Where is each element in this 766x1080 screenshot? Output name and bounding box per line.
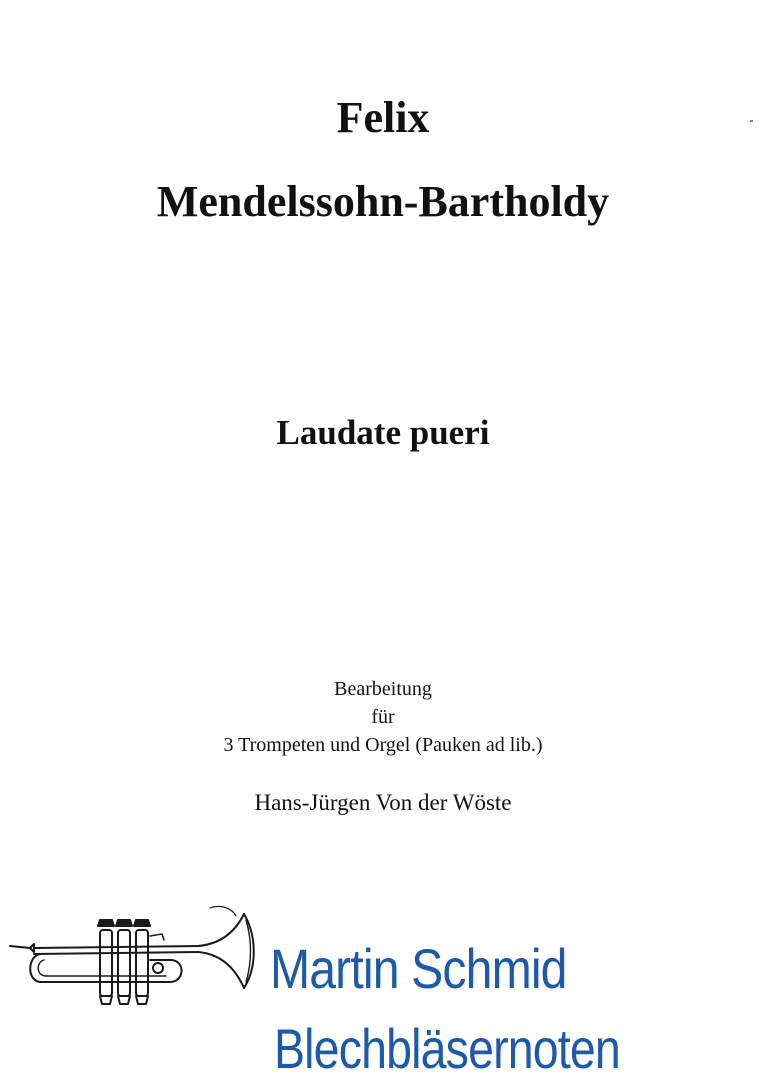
scan-speck (750, 120, 753, 122)
work-title: Laudate pueri (276, 413, 490, 452)
arrangement-for: für (371, 706, 395, 728)
publisher-subtitle: Blechbläsernoten (274, 1017, 620, 1080)
composer-last-name: Mendelssohn-Bartholdy (156, 177, 610, 226)
arrangement-label: Bearbeitung (334, 678, 432, 700)
trumpet-icon (10, 906, 254, 1004)
arranger-name: Hans-Jürgen Von der Wöste (254, 790, 512, 815)
composer-first-name: Felix (336, 93, 430, 142)
publisher-name: Martin Schmid (270, 937, 567, 1000)
instrumentation: 3 Trompeten und Orgel (Pauken ad lib.) (223, 734, 543, 756)
